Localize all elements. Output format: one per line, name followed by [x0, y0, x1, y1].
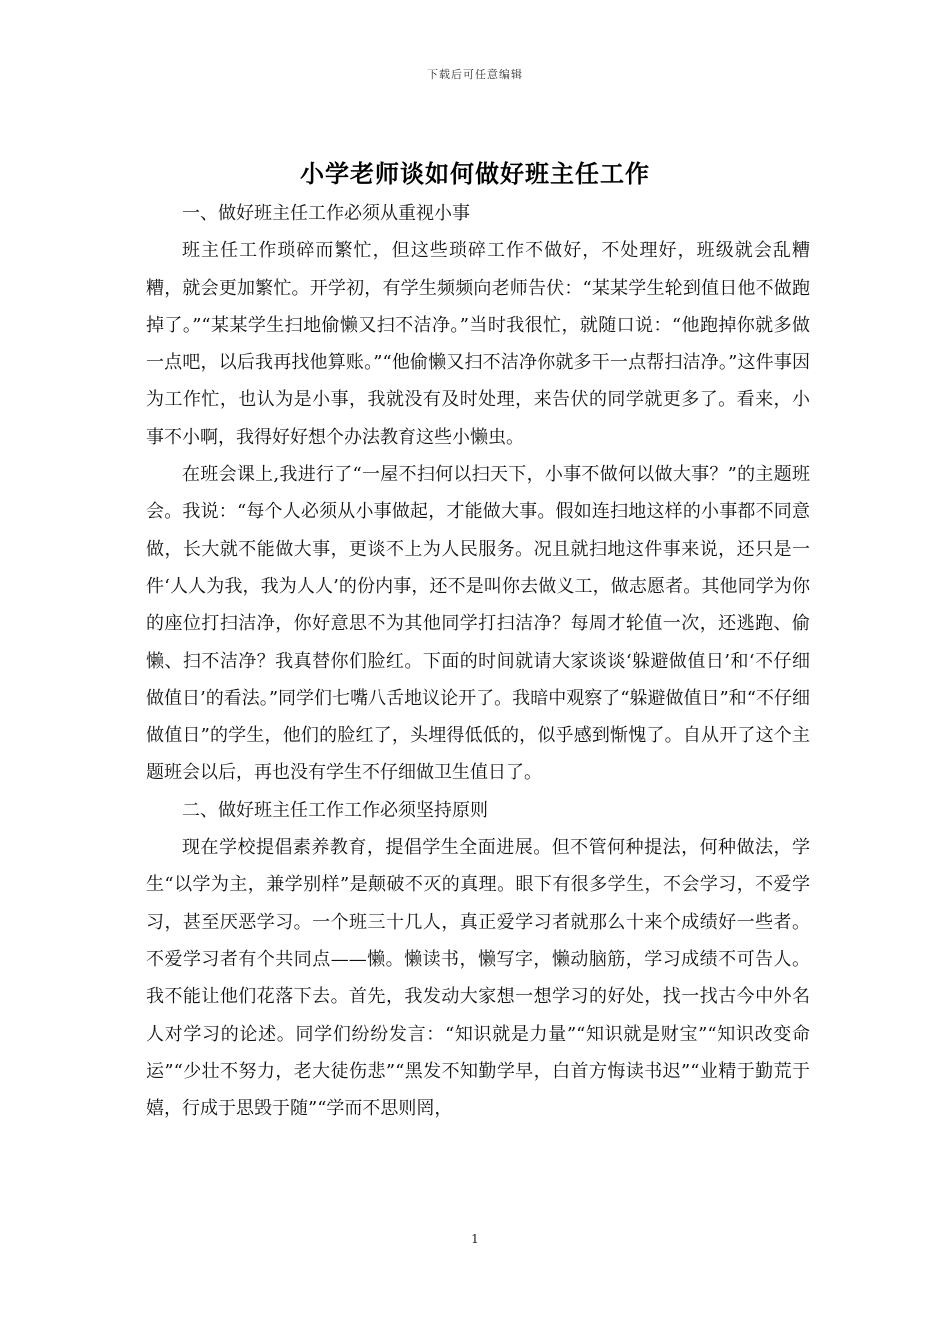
- paragraph-2: 在班会课上,我进行了“一屋不扫何以扫天下，小事不做何以做大事？”的主题班会。我说：“每个人必须从小事做起，才能做大事。假如连扫地这样的小事都不同意做，长大就不能做大事，更谈不上为人民服务。况且就扫地这件事来说，还只是一件‘人人为我，我为人人’的份内事，还不是叫你去做义工，做志愿者。其他同学为你的座位打扫洁净，你好意思不为其他同学打扫洁净？每周才轮值一次，还逃跑、偷懒、扫不洁净？我真替你们脸红。下面的时间就请大家谈谈‘躲避做值日’和‘不仔细做值日’的看法。”同学们七嘴八舌地议论开了。我暗中观察了“躲避做值日”和“不仔细做值日”的学生，他们的脸红了，头埋得低低的，似乎感到惭愧了。自从开了这个主题班会以后，再也没有学生不仔细做卫生值日了。: [146, 464, 810, 784]
- paragraph-1: 班主任工作琐碎而繁忙，但这些琐碎工作不做好，不处理好，班级就会乱糟糟，就会更加繁忙。开学初，有学生频频向老师告伏：“某某学生轮到值日他不做跑掉了。”“某某学生扫地偷懒又扫不洁净。”当时我很忙，就随口说：“他跑掉你就多做一点吧，以后我再找他算账。”“他偷懒又扫不洁净你就多干一点帮扫洁净。”这件事因为工作忙，也认为是小事，我就没有及时处理，来告伏的同学就更多了。看来，小事不小啊，我得好好想个办法教育这些小懒虫。: [146, 240, 810, 448]
- section-heading-2: 二、做好班主任工作工作必须坚持原则: [182, 799, 488, 821]
- paragraph-3: 现在学校提倡素养教育，提倡学生全面进展。但不管何种提法，何种做法，学生“以学为主，兼学别样”是颠破不灭的真理。眼下有很多学生，不会学习，不爱学习，甚至厌恶学习。一个班三十几人，真正爱学习者就那么十来个成绩好一些者。不爱学习者有个共同点——懒。懒读书，懒写字，懒动脑筋，学习成绩不可告人。我不能让他们花落下去。首先，我发动大家想一想学习的好处，找一找古今中外名人对学习的论述。同学们纷纷发言：“知识就是力量”“知识就是财宝”“知识改变命运”“少壮不努力，老大徒伤悲”“黑发不知勤学早，白首方悔读书迟”“业精于勤荒于嬉，行成于思毁于随”“学而不思则罔，: [146, 837, 810, 1120]
- document-title: 小学老师谈如何做好班主任工作: [300, 159, 650, 188]
- header-note: 下载后可任意编辑: [427, 68, 523, 81]
- section-heading-1: 一、做好班主任工作必须从重视小事: [182, 203, 470, 224]
- document-body: [146, 195, 810, 1127]
- page-number: 1: [471, 1232, 479, 1246]
